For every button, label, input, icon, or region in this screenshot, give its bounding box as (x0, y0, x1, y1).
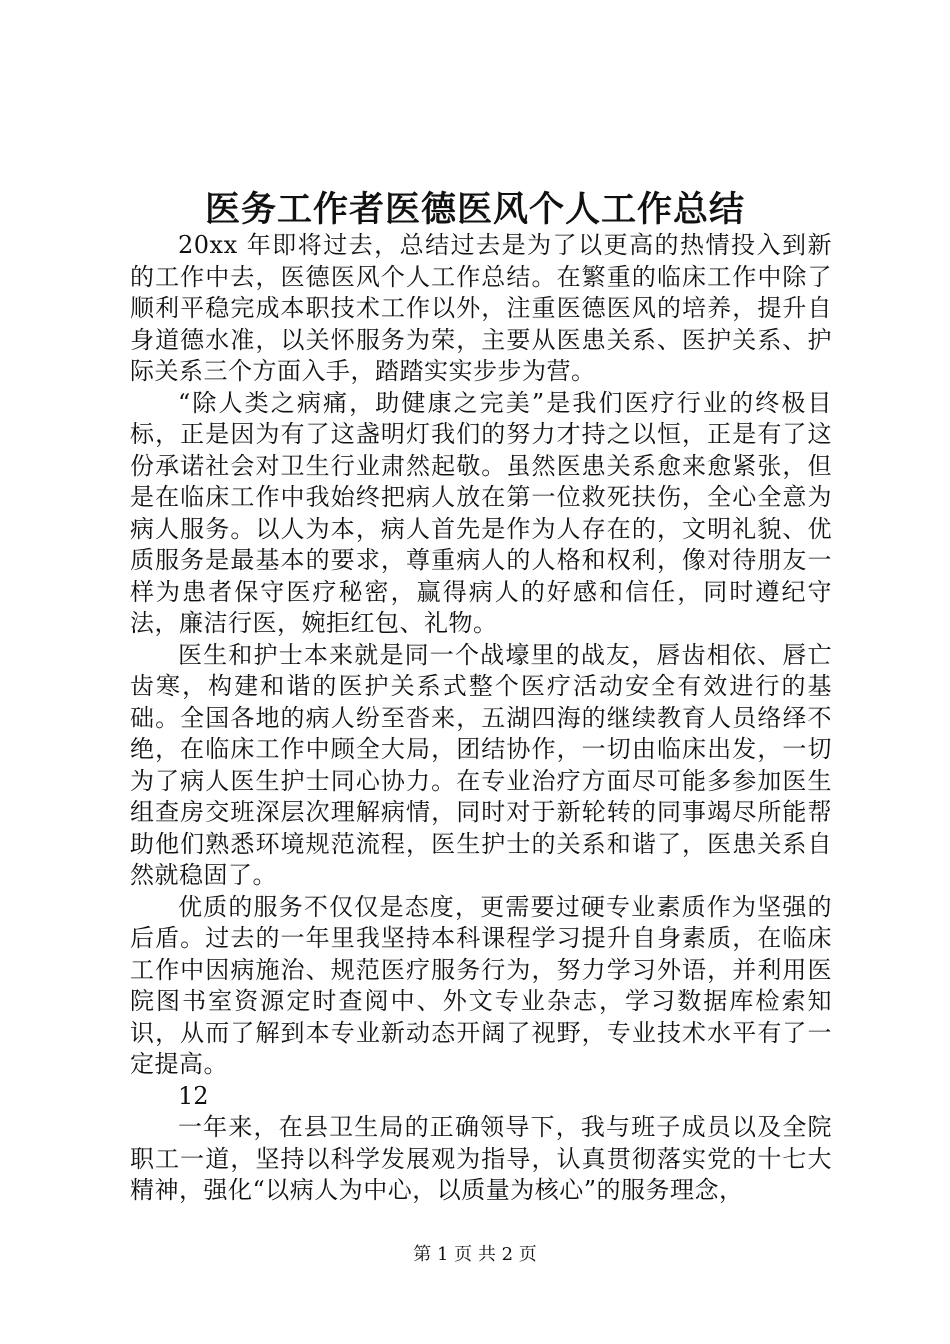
paragraph-intro: 20xx 年即将过去，总结过去是为了以更高的热情投入到新的工作中去，医德医风个人工作总结。在繁重的临床工作中除了顺利平稳完成本职技术工作以外，注重医德医风的培养，提升自身道德水准，以关怀服务为荣，主要从医患关系、医护关系、护际关系三个方面入手，踏踏实实步步为营。 (130, 231, 832, 385)
paragraph-doctor-nurse: 医生和护士本来就是同一个战壕里的战友，唇齿相依、唇亡齿寒，构建和谐的医护关系式整个医疗活动安全有效进行的基础。全国各地的病人纷至沓来，五湖四海的继续教育人员络绎不绝，在临床工作中顾全大局，团结协作，一切由临床出发，一切为了病人医生护士同心协力。在专业治疗方面尽可能多参加医生组查房交班深层次理解病情，同时对于新轮转的同事竭尽所能帮助他们熟悉环境规范流程，医生护士的关系和谐了，医患关系自然就稳固了。 (130, 640, 832, 889)
paragraph-closing: 一年来，在县卫生局的正确领导下，我与班子成员以及全院职工一道，坚持以科学发展观为指导，认真贯彻落实党的十七大精神，强化“以病人为中心，以质量为核心”的服务理念， (130, 1113, 832, 1204)
page-marker: 12 (178, 1081, 209, 1110)
page-footer: 第 1 页 共 2 页 (413, 1244, 537, 1265)
document-title: 医务工作者医德医风个人工作总结 (204, 189, 745, 230)
paragraph-doctor-patient: “除人类之病痛，助健康之完美”是我们医疗行业的终极目标，正是因为有了这盏明灯我们的努力才持之以恒，正是有了这份承诺社会对卫生行业肃然起敬。虽然医患关系愈来愈紧张，但是在临床工作中我始终把病人放在第一位救死扶伤，全心全意为病人服务。以人为本，病人首先是作为人存在的，文明礼貌、优质服务是最基本的要求，尊重病人的人格和权利，像对待朋友一样为患者保守医疗秘密，赢得病人的好感和信任，同时遵纪守法，廉洁行医，婉拒红包、礼物。 (130, 388, 832, 637)
document-body (130, 230, 832, 1207)
paragraph-professional-quality: 优质的服务不仅仅是态度，更需要过硬专业素质作为坚强的后盾。过去的一年里我坚持本科课程学习提升自身素质，在临床工作中因病施治、规范医疗服务行为，努力学习外语，并利用医院图书室资源定时查阅中、外文专业杂志，学习数据库检索知识，从而了解到本专业新动态开阔了视野，专业技术水平有了一定提高。 (130, 892, 832, 1078)
